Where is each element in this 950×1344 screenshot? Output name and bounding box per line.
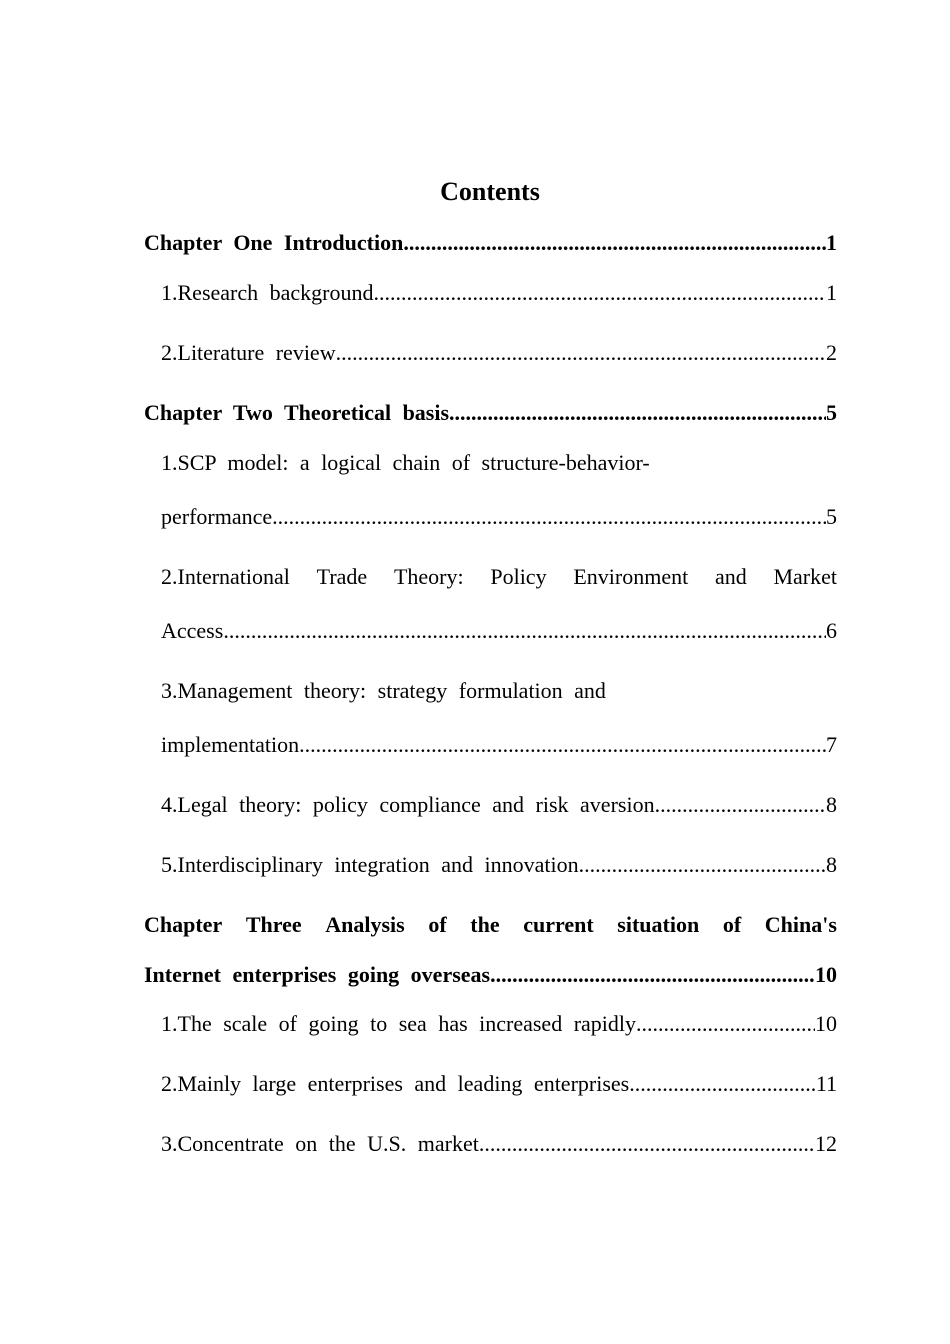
toc-section-entry[interactable] <box>161 1009 837 1039</box>
toc-section-line: 1.SCP model: a logical chain of structure-behavior- <box>161 450 650 475</box>
dot-leader <box>449 398 826 428</box>
dot-leader <box>629 1069 816 1099</box>
section-title: Access <box>161 618 224 643</box>
page-number: 8 <box>826 852 837 877</box>
page-number: 10 <box>815 962 837 987</box>
toc-section-entry[interactable] <box>161 850 837 880</box>
toc-section-entry[interactable] <box>161 730 837 760</box>
section-title: 3.Concentrate on the U.S. market <box>161 1131 479 1156</box>
section-title: 2.Mainly large enterprises and leading enterprises <box>161 1071 630 1096</box>
section-title: 5.Interdisciplinary integration and innovation <box>161 852 579 877</box>
page-number: 12 <box>815 1131 837 1156</box>
dot-leader <box>272 502 826 532</box>
dot-leader <box>579 850 826 880</box>
dot-leader <box>490 960 815 990</box>
section-title: 2.Literature review <box>161 340 336 365</box>
page-number: 1 <box>826 280 837 305</box>
section-title: 1.Research background <box>161 280 374 305</box>
dot-leader <box>479 1129 815 1159</box>
toc-section-entry[interactable] <box>161 616 837 646</box>
dot-leader <box>336 338 826 368</box>
chapter-title: Chapter One Introduction <box>144 230 404 255</box>
toc-chapter-entry[interactable] <box>144 228 837 258</box>
page-number: 2 <box>826 340 837 365</box>
page-number: 1 <box>826 230 837 255</box>
chapter-title: Chapter Two Theoretical basis <box>144 400 450 425</box>
section-title: 1.The scale of going to sea has increased rapidly <box>161 1011 637 1036</box>
toc-section-entry[interactable] <box>161 1129 837 1159</box>
section-title: performance <box>161 504 273 529</box>
dot-leader <box>299 730 826 760</box>
page-number: 8 <box>826 792 837 817</box>
page-number: 11 <box>815 1071 837 1096</box>
toc-section-entry[interactable] <box>161 502 837 532</box>
contents-title: Contents <box>440 177 540 206</box>
page-number: 5 <box>826 504 837 529</box>
toc-section-entry[interactable] <box>161 1069 837 1099</box>
chapter-title: Internet enterprises going overseas <box>144 962 491 987</box>
dot-leader <box>373 278 826 308</box>
dot-leader <box>403 228 826 258</box>
page-number: 7 <box>826 732 837 757</box>
toc-chapter-entry[interactable] <box>144 398 837 428</box>
page-number: 10 <box>815 1011 837 1036</box>
toc-section-line: 2.International Trade Theory: Policy Environment and Market <box>161 564 837 589</box>
toc-section-line: 3.Management theory: strategy formulation and <box>161 678 606 703</box>
section-title: implementation <box>161 732 300 757</box>
dot-leader <box>636 1009 815 1039</box>
toc-section-entry[interactable] <box>161 790 837 820</box>
section-title: 4.Legal theory: policy compliance and risk aversion <box>161 792 655 817</box>
toc-section-entry[interactable] <box>161 338 837 368</box>
page-number: 6 <box>826 618 837 643</box>
page-number: 5 <box>826 400 837 425</box>
toc-chapter-entry[interactable] <box>144 960 837 990</box>
dot-leader <box>655 790 826 820</box>
toc-chapter-line: Chapter Three Analysis of the current situation of China's <box>144 912 837 937</box>
dot-leader <box>223 616 826 646</box>
toc-section-entry[interactable] <box>161 278 837 308</box>
